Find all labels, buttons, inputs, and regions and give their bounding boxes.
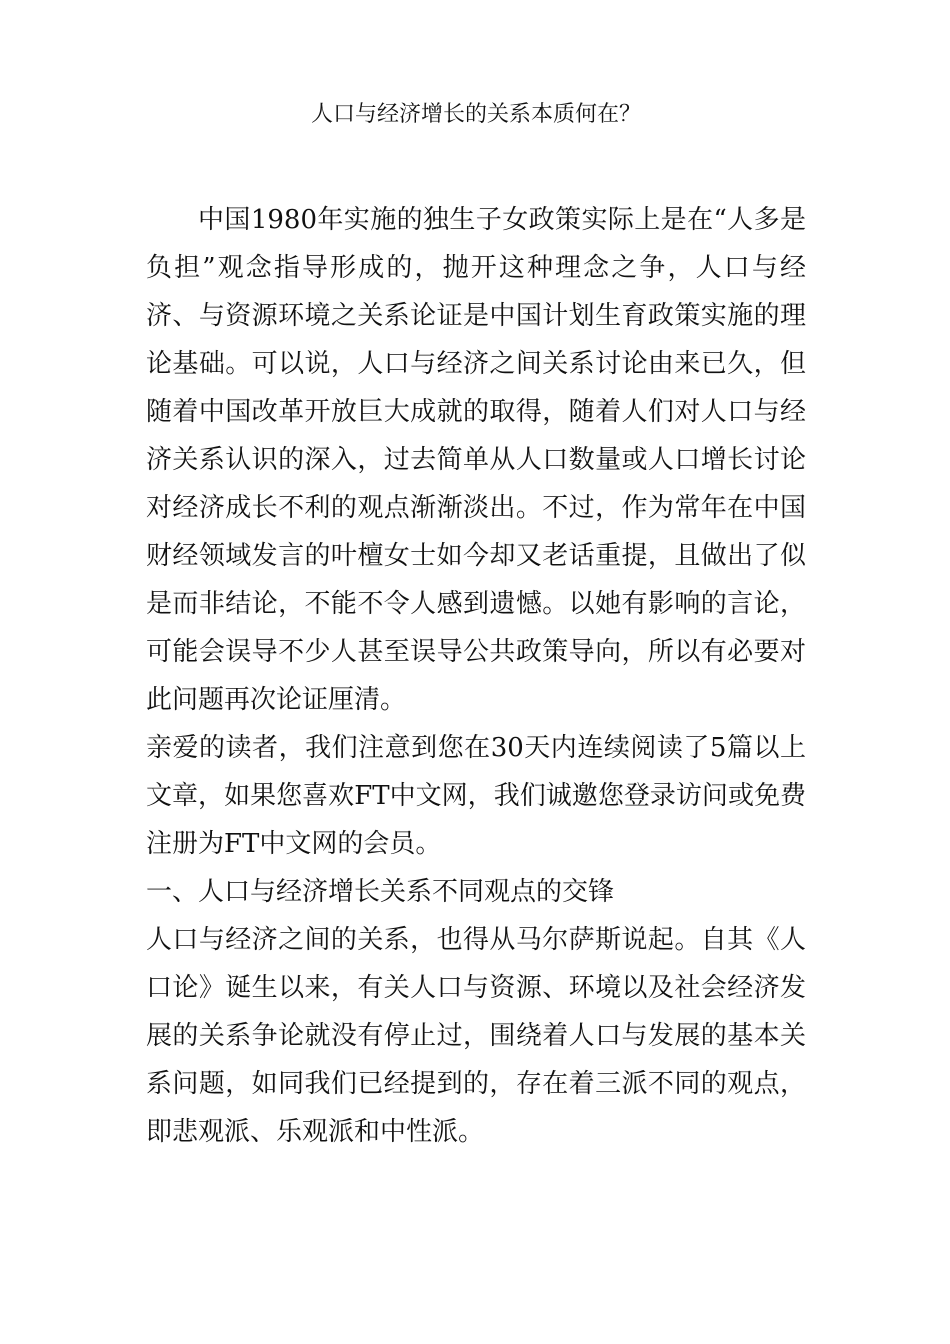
paragraph-malthus: 人口与经济之间的关系，也得从马尔萨斯说起。自其《人口论》诞生以来，有关人口与资源、环境以及社会经济发展的关系争论就没有停止过，围绕着人口与发展的基本关系问题，如同我们已经提到的，存在着三派不同的观点，即悲观派、乐观派和中性派。: [146, 925, 806, 1147]
section-heading: 一、人口与经济增长关系不同观点的交锋: [146, 877, 615, 907]
paragraph-reader-notice: 亲爱的读者，我们注意到您在30天内连续阅读了5篇以上文章，如果您喜欢FT中文网，我们诚邀您登录访问或免费注册为FT中文网的会员。: [146, 733, 806, 859]
document-title: 人口与经济增长的关系本质何在？: [310, 102, 641, 127]
paragraph-intro: 中国1980年实施的独生子女政策实际上是在“人多是负担”观念指导形成的，抛开这种理念之争，人口与经济、与资源环境之关系论证是中国计划生育政策实施的理论基础。可以说，人口与经济之间关系讨论由来已久，但随着中国改革开放巨大成就的取得，随着人们对人口与经济关系认识的深入，过去简单从人口数量或人口增长讨论对经济成长不利的观点渐渐淡出。不过，作为常年在中国财经领域发言的叶檀女士如今却又老话重提，且做出了似是而非结论，不能不令人感到遗憾。以她有影响的言论，可能会误导不少人甚至误导公共政策导向，所以有必要对此问题再次论证厘清。: [146, 205, 806, 715]
document-body: [146, 196, 806, 1156]
